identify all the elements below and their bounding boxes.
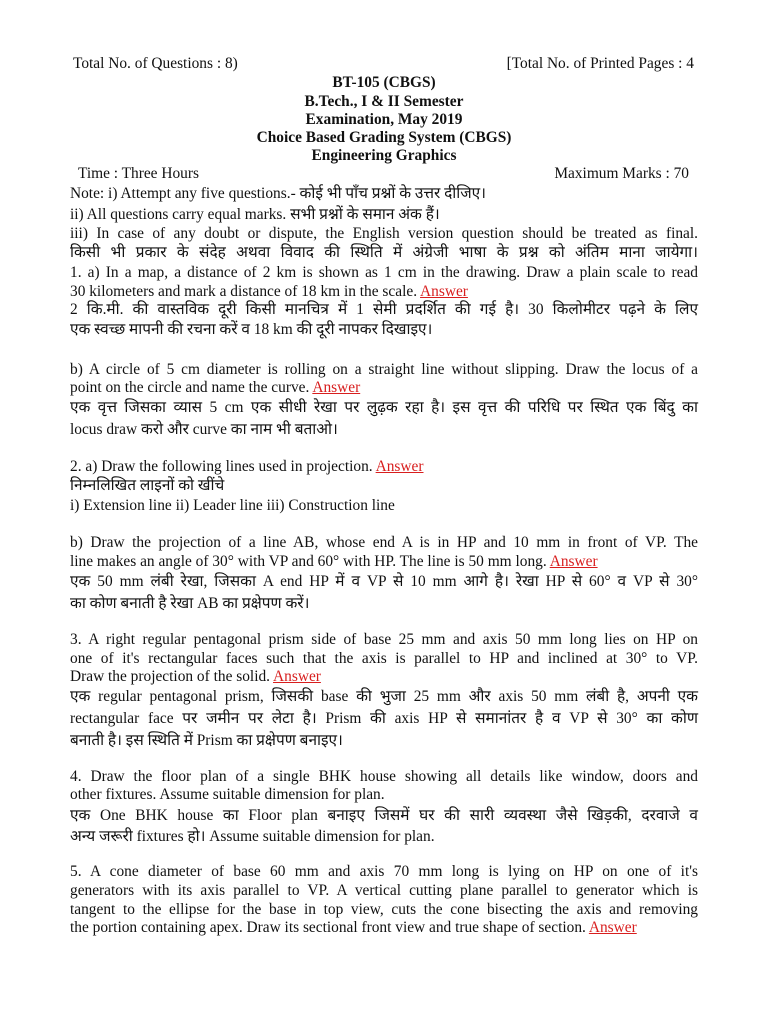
note-2: ii) All questions carry equal marks. सभी प्रश्नों के समान अंक हैं। bbox=[70, 206, 440, 223]
answer-link[interactable]: Answer bbox=[375, 458, 424, 475]
q3-hindi-line: बनाती है। इस स्थिति में Prism का प्रक्षेपण बनाइए। bbox=[70, 732, 343, 749]
exam-title: Examination, May 2019 bbox=[305, 111, 463, 128]
q1b-hindi-line: एक वृत्त जिसका व्यास 5 cm एक सीधी रेखा पर लुढ़क रहा है। इस वृत्त की परिधि पर स्थित एक बिंदु का bbox=[70, 399, 698, 416]
time-info: Time : Three Hours bbox=[78, 165, 199, 182]
q1b-line: b) A circle of 5 cm diameter is rolling on a straight line without slipping. Draw the locus of a bbox=[70, 361, 698, 378]
q3-hindi-line: एक regular pentagonal prism, जिसकी base की भुजा 25 mm और axis 50 mm लंबी है, अपनी एक bbox=[70, 688, 698, 705]
q2b-text: line makes an angle of 30° with VP and 60° with HP. The line is 50 mm long. bbox=[70, 553, 547, 570]
q3-line bbox=[70, 667, 698, 686]
answer-link[interactable]: Answer bbox=[588, 919, 637, 936]
q5-line: 5. A cone diameter of base 60 mm and axis 70 mm long is lying on HP on one of it's bbox=[70, 863, 698, 880]
q1b-text: point on the circle and name the curve. bbox=[70, 379, 310, 396]
q2b-line: b) Draw the projection of a line AB, whose end A is in HP and 10 mm in front of VP. The bbox=[70, 534, 698, 551]
answer-link[interactable]: Answer bbox=[549, 553, 598, 570]
subject-title: Engineering Graphics bbox=[311, 147, 457, 164]
q5-line: generators with its axis parallel to VP. A vertical cutting plane parallel to generator which is bbox=[70, 882, 698, 899]
q1a-hindi-line: 2 कि.मी. की वास्तविक दूरी किसी मानचित्र में 1 सेमी प्रदर्शित की गई है। 30 किलोमीटर पढ़ने के लिए bbox=[70, 301, 698, 318]
q2b-line bbox=[70, 552, 698, 571]
answer-link[interactable]: Answer bbox=[273, 668, 321, 685]
q2a-hindi-line: निम्नलिखित लाइनों को खींचे bbox=[70, 477, 225, 494]
course-title: B.Tech., I & II Semester bbox=[304, 93, 464, 110]
note-4-hindi: किसी भी प्रकार के संदेह अथवा विवाद की स्थिति में अंग्रेजी भाषा के प्रश्न को अंतिम माना जायेगा। bbox=[70, 244, 698, 261]
q4-hindi-line: अन्य जरूरी fixtures हो। Assume suitable dimension for plan. bbox=[70, 828, 435, 845]
q1a-hindi-line: एक स्वच्छ मापनी की रचना करें व 18 km की दूरी नापकर दिखाइए। bbox=[70, 321, 433, 338]
grading-system: Choice Based Grading System (CBGS) bbox=[256, 129, 512, 146]
q2a-line bbox=[70, 457, 698, 476]
answer-link[interactable]: Answer bbox=[312, 379, 361, 396]
q5-line bbox=[70, 918, 698, 937]
q2b-hindi-line: एक 50 mm लंबी रेखा, जिसका A end HP में व VP से 10 mm आगे है। रेखा HP से 60° व VP से 30° bbox=[70, 573, 698, 590]
q2a-line: i) Extension line ii) Leader line iii) Construction line bbox=[70, 497, 395, 514]
q3-text: Draw the projection of the solid. bbox=[70, 668, 271, 685]
q4-line: other fixtures. Assume suitable dimension for plan. bbox=[70, 786, 385, 803]
answer-link[interactable]: Answer bbox=[420, 283, 468, 300]
q4-hindi-line: एक One BHK house का Floor plan बनाइए जिसमें घर की सारी व्यवस्था जैसे खिड़की, दरवाजे व bbox=[70, 807, 698, 824]
q1b-line bbox=[70, 378, 698, 397]
total-questions: Total No. of Questions : 8) bbox=[73, 55, 238, 72]
q2b-hindi-line: का कोण बनाती है रेखा AB का प्रक्षेपण करें। bbox=[70, 595, 310, 612]
max-marks: Maximum Marks : 70 bbox=[554, 165, 689, 182]
q3-hindi-line: rectangular face पर जमीन पर लेटा है। Prism की axis HP से समानांतर है व VP से 30° का कोण bbox=[70, 710, 698, 727]
q3-line: 3. A right regular pentagonal prism side of base 25 mm and axis 50 mm long lies on HP on bbox=[70, 631, 698, 648]
q5-text: the portion containing apex. Draw its sectional front view and true shape of section. bbox=[70, 919, 586, 936]
q5-line: tangent to the ellipse for the base in top view, cuts the cone bisecting the axis and removing bbox=[70, 901, 698, 918]
q1b-hindi-line: locus draw करो और curve का नाम भी बताओ। bbox=[70, 421, 338, 438]
total-pages: [Total No. of Printed Pages : 4 bbox=[506, 55, 694, 72]
q2a-text: 2. a) Draw the following lines used in projection. bbox=[70, 458, 373, 475]
q3-line: one of it's rectangular faces such that the axis is parallel to HP and inclined at 30° to VP. bbox=[70, 650, 698, 667]
q1a-line bbox=[70, 282, 698, 301]
q1a-text: 30 kilometers and mark a distance of 18 km in the scale. bbox=[70, 283, 418, 300]
note-3: iii) In case of any doubt or dispute, the English version question should be treated as final. bbox=[70, 225, 698, 242]
q4-line: 4. Draw the floor plan of a single BHK house showing all details like window, doors and bbox=[70, 768, 698, 785]
paper-code: BT-105 (CBGS) bbox=[332, 74, 436, 91]
q1a-line: 1. a) In a map, a distance of 2 km is shown as 1 cm in the drawing. Draw a plain scale to read bbox=[70, 264, 698, 281]
note-1: Note: i) Attempt any five questions.- कोई भी पाँच प्रश्नों के उत्तर दीजिए। bbox=[70, 185, 487, 202]
